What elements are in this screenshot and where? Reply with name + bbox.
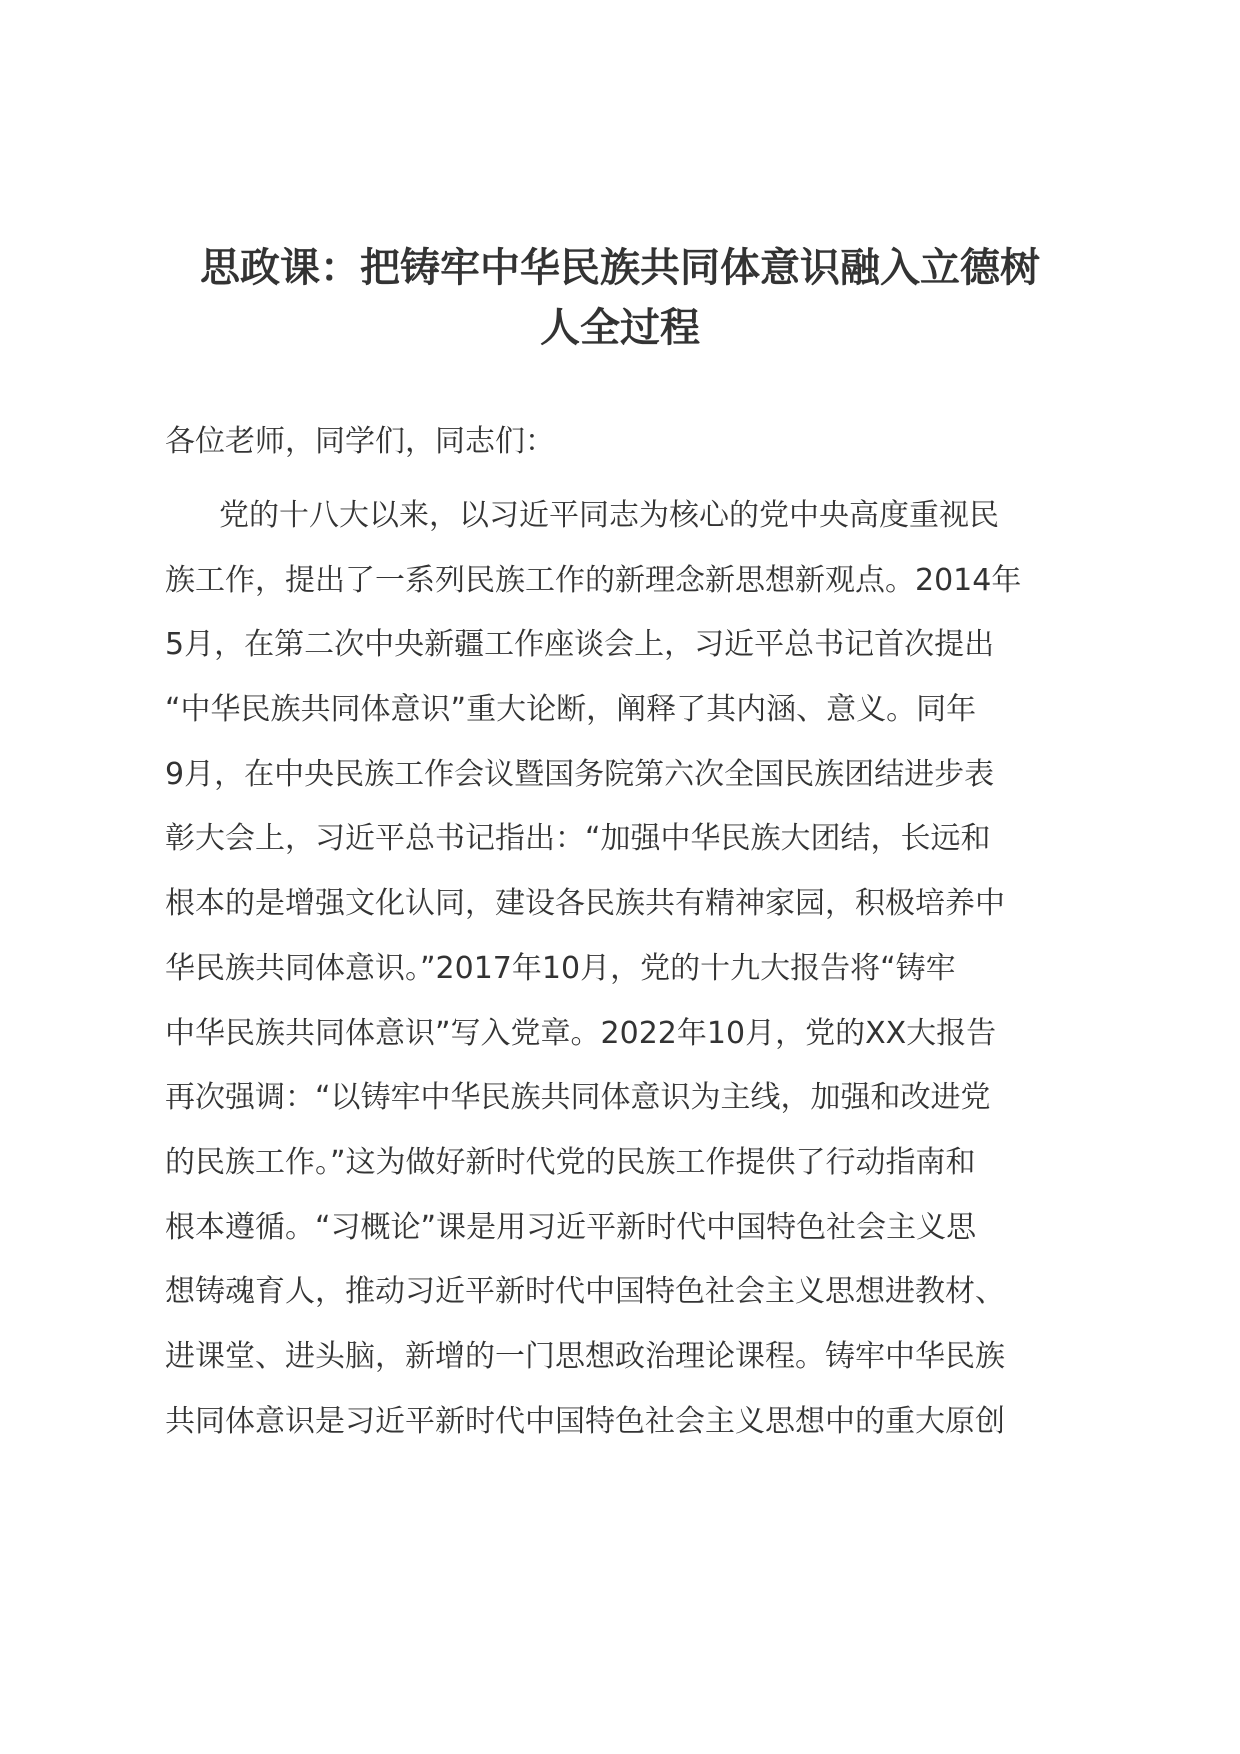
body-paragraph (165, 484, 1125, 1454)
body-line: 的民族工作。”这为做好新时代党的民族工作提供了行动指南和 (165, 1144, 976, 1180)
body-line: “中华民族共同体意识”重大论断，阐释了其内涵、意义。同年 (165, 692, 977, 728)
document-title-line-1: 思政课：把铸牢中华民族共同体意识融入立德树 (200, 245, 1040, 291)
body-line: 彰大会上，习近平总书记指出：“加强中华民族大团结，长远和 (165, 821, 991, 857)
body-line: 根本遵循。“习概论”课是用习近平新时代中国特色社会主义思 (165, 1209, 977, 1245)
document-title (150, 238, 1090, 358)
salutation: 各位老师，同学们，同志们： (165, 424, 555, 459)
body-line: 中华民族共同体意识”写入党章。2022年10月，党的XX大报告 (165, 1015, 997, 1051)
body-line: 共同体意识是习近平新时代中国特色社会主义思想中的重大原创 (165, 1403, 1005, 1439)
body-line: 根本的是增强文化认同，建设各民族共有精神家园，积极培养中 (165, 886, 1005, 922)
body-line: 再次强调：“以铸牢中华民族共同体意识为主线，加强和改进党 (165, 1080, 991, 1116)
body-line: 想铸魂育人，推动习近平新时代中国特色社会主义思想进教材、 (165, 1274, 1005, 1310)
body-line: 党的十八大以来，以习近平同志为核心的党中央高度重视民 (219, 498, 999, 533)
body-line: 族工作，提出了一系列民族工作的新理念新思想新观点。2014年 (165, 562, 1022, 598)
body-line: 5月，在第二次中央新疆工作座谈会上，习近平总书记首次提出 (165, 627, 995, 663)
body-line: 华民族共同体意识。”2017年10月，党的十九大报告将“铸牢 (165, 950, 956, 986)
body-line: 9月，在中央民族工作会议暨国务院第六次全国民族团结进步表 (165, 756, 995, 792)
document-title-line-2: 人全过程 (540, 305, 700, 351)
body-line: 进课堂、进头脑，新增的一门思想政治理论课程。铸牢中华民族 (165, 1338, 1005, 1374)
